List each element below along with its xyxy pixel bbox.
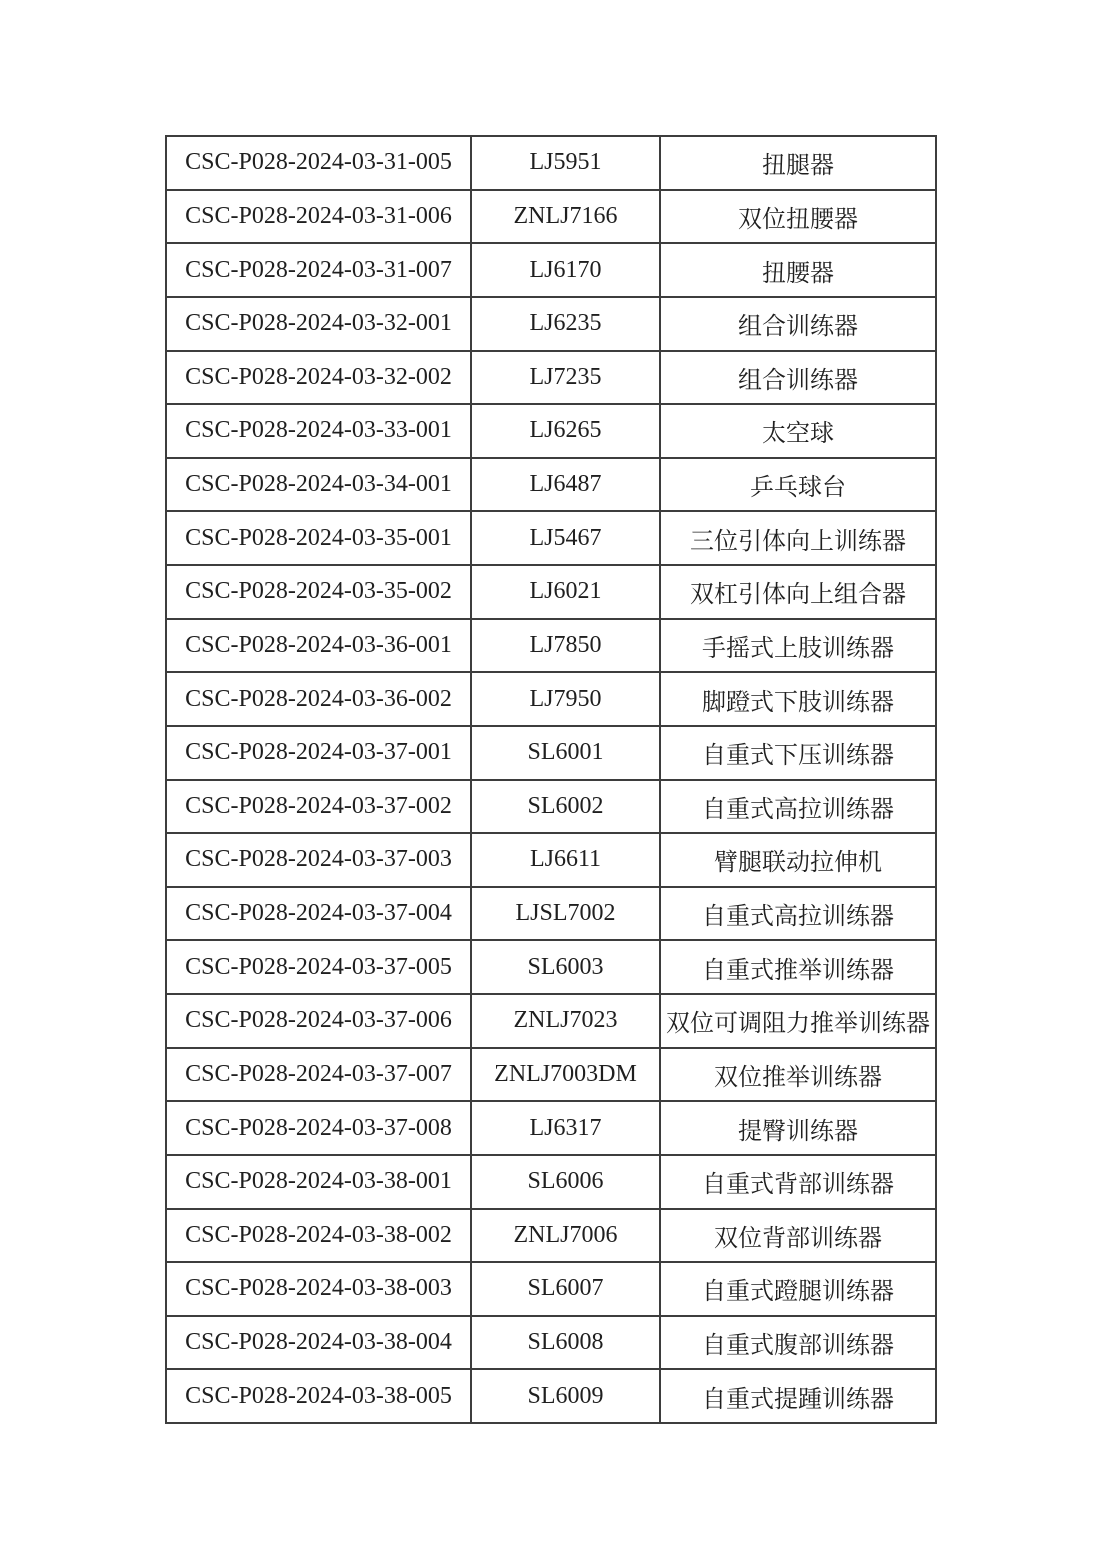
cell-model-number: ZNLJ7166 bbox=[471, 190, 660, 244]
cell-procurement-code: CSC-P028-2024-03-33-001 bbox=[166, 404, 471, 458]
cell-procurement-code: CSC-P028-2024-03-38-002 bbox=[166, 1209, 471, 1263]
table-row bbox=[166, 1262, 936, 1316]
cell-model-number: LJSL7002 bbox=[471, 887, 660, 941]
cell-equipment-name: 太空球 bbox=[660, 404, 936, 458]
cell-equipment-name: 自重式下压训练器 bbox=[660, 726, 936, 780]
cell-procurement-code: CSC-P028-2024-03-38-003 bbox=[166, 1262, 471, 1316]
cell-model-number: SL6002 bbox=[471, 780, 660, 834]
cell-equipment-name: 臂腿联动拉伸机 bbox=[660, 833, 936, 887]
table-row bbox=[166, 1155, 936, 1209]
cell-equipment-name: 自重式蹬腿训练器 bbox=[660, 1262, 936, 1316]
table-row bbox=[166, 887, 936, 941]
cell-procurement-code: CSC-P028-2024-03-37-003 bbox=[166, 833, 471, 887]
cell-equipment-name: 自重式推举训练器 bbox=[660, 940, 936, 994]
cell-procurement-code: CSC-P028-2024-03-37-007 bbox=[166, 1048, 471, 1102]
cell-model-number: LJ6235 bbox=[471, 297, 660, 351]
cell-procurement-code: CSC-P028-2024-03-37-002 bbox=[166, 780, 471, 834]
table-row bbox=[166, 672, 936, 726]
cell-procurement-code: CSC-P028-2024-03-32-001 bbox=[166, 297, 471, 351]
table-row bbox=[166, 780, 936, 834]
table-row bbox=[166, 1048, 936, 1102]
cell-procurement-code: CSC-P028-2024-03-35-001 bbox=[166, 511, 471, 565]
cell-model-number: ZNLJ7006 bbox=[471, 1209, 660, 1263]
cell-model-number: LJ6487 bbox=[471, 458, 660, 512]
cell-model-number: SL6008 bbox=[471, 1316, 660, 1370]
cell-model-number: ZNLJ7003DM bbox=[471, 1048, 660, 1102]
cell-procurement-code: CSC-P028-2024-03-32-002 bbox=[166, 351, 471, 405]
table-row bbox=[166, 297, 936, 351]
cell-model-number: LJ6021 bbox=[471, 565, 660, 619]
table-row bbox=[166, 565, 936, 619]
cell-procurement-code: CSC-P028-2024-03-37-004 bbox=[166, 887, 471, 941]
cell-procurement-code: CSC-P028-2024-03-37-008 bbox=[166, 1101, 471, 1155]
table-row bbox=[166, 726, 936, 780]
cell-procurement-code: CSC-P028-2024-03-37-005 bbox=[166, 940, 471, 994]
cell-equipment-name: 扭腰器 bbox=[660, 243, 936, 297]
cell-equipment-name: 双位背部训练器 bbox=[660, 1209, 936, 1263]
cell-procurement-code: CSC-P028-2024-03-38-005 bbox=[166, 1369, 471, 1423]
table-row bbox=[166, 190, 936, 244]
cell-model-number: LJ5951 bbox=[471, 136, 660, 190]
cell-model-number: LJ6265 bbox=[471, 404, 660, 458]
cell-equipment-name: 手摇式上肢训练器 bbox=[660, 619, 936, 673]
cell-model-number: SL6001 bbox=[471, 726, 660, 780]
cell-equipment-name: 自重式高拉训练器 bbox=[660, 780, 936, 834]
cell-equipment-name: 双杠引体向上组合器 bbox=[660, 565, 936, 619]
table-row bbox=[166, 136, 936, 190]
cell-model-number: LJ7950 bbox=[471, 672, 660, 726]
cell-model-number: LJ7850 bbox=[471, 619, 660, 673]
cell-equipment-name: 乒乓球台 bbox=[660, 458, 936, 512]
equipment-table bbox=[165, 135, 937, 1424]
cell-equipment-name: 三位引体向上训练器 bbox=[660, 511, 936, 565]
cell-model-number: SL6003 bbox=[471, 940, 660, 994]
cell-equipment-name: 自重式高拉训练器 bbox=[660, 887, 936, 941]
cell-procurement-code: CSC-P028-2024-03-36-001 bbox=[166, 619, 471, 673]
table-row bbox=[166, 1101, 936, 1155]
cell-equipment-name: 组合训练器 bbox=[660, 351, 936, 405]
cell-procurement-code: CSC-P028-2024-03-37-001 bbox=[166, 726, 471, 780]
cell-equipment-name: 自重式提踵训练器 bbox=[660, 1369, 936, 1423]
table-row bbox=[166, 833, 936, 887]
table-row bbox=[166, 404, 936, 458]
cell-equipment-name: 提臀训练器 bbox=[660, 1101, 936, 1155]
cell-equipment-name: 双位扭腰器 bbox=[660, 190, 936, 244]
table-row bbox=[166, 243, 936, 297]
cell-procurement-code: CSC-P028-2024-03-31-007 bbox=[166, 243, 471, 297]
table-row bbox=[166, 1316, 936, 1370]
cell-procurement-code: CSC-P028-2024-03-38-004 bbox=[166, 1316, 471, 1370]
table-row bbox=[166, 511, 936, 565]
cell-procurement-code: CSC-P028-2024-03-35-002 bbox=[166, 565, 471, 619]
table-row bbox=[166, 994, 936, 1048]
cell-model-number: ZNLJ7023 bbox=[471, 994, 660, 1048]
cell-model-number: SL6006 bbox=[471, 1155, 660, 1209]
cell-equipment-name: 双位可调阻力推举训练器 bbox=[660, 994, 936, 1048]
cell-equipment-name: 自重式腹部训练器 bbox=[660, 1316, 936, 1370]
cell-equipment-name: 脚蹬式下肢训练器 bbox=[660, 672, 936, 726]
cell-procurement-code: CSC-P028-2024-03-34-001 bbox=[166, 458, 471, 512]
table-row bbox=[166, 940, 936, 994]
cell-model-number: SL6009 bbox=[471, 1369, 660, 1423]
cell-procurement-code: CSC-P028-2024-03-31-005 bbox=[166, 136, 471, 190]
cell-procurement-code: CSC-P028-2024-03-38-001 bbox=[166, 1155, 471, 1209]
cell-model-number: SL6007 bbox=[471, 1262, 660, 1316]
cell-equipment-name: 扭腿器 bbox=[660, 136, 936, 190]
cell-procurement-code: CSC-P028-2024-03-36-002 bbox=[166, 672, 471, 726]
cell-equipment-name: 自重式背部训练器 bbox=[660, 1155, 936, 1209]
cell-model-number: LJ6170 bbox=[471, 243, 660, 297]
cell-model-number: LJ5467 bbox=[471, 511, 660, 565]
cell-equipment-name: 组合训练器 bbox=[660, 297, 936, 351]
table-row bbox=[166, 1369, 936, 1423]
cell-model-number: LJ6611 bbox=[471, 833, 660, 887]
equipment-table-body bbox=[166, 136, 936, 1423]
cell-procurement-code: CSC-P028-2024-03-31-006 bbox=[166, 190, 471, 244]
table-row bbox=[166, 619, 936, 673]
table-row bbox=[166, 1209, 936, 1263]
table-row bbox=[166, 351, 936, 405]
cell-procurement-code: CSC-P028-2024-03-37-006 bbox=[166, 994, 471, 1048]
table-row bbox=[166, 458, 936, 512]
cell-equipment-name: 双位推举训练器 bbox=[660, 1048, 936, 1102]
cell-model-number: LJ6317 bbox=[471, 1101, 660, 1155]
cell-model-number: LJ7235 bbox=[471, 351, 660, 405]
